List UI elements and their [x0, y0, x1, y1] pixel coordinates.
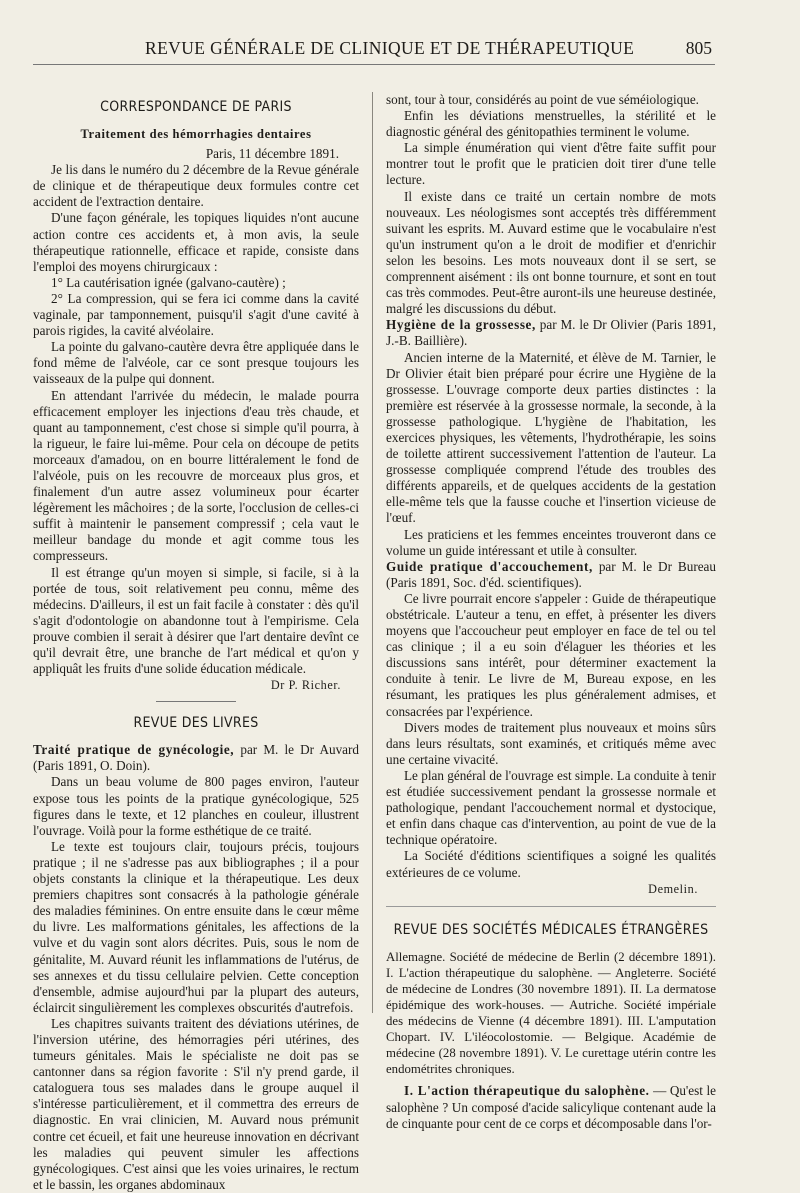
right-column [386, 92, 716, 1132]
review-paragraph: La simple énumération qui vient d'être faite suffit pour montrer tout le profit que le praticien doit tirer d'une telle lecture. [386, 140, 716, 188]
revue-livres-title: REVUE DES LIVRES [133, 715, 259, 732]
correspondance-paragraph: 1° La cautérisation ignée (galvano-cautère) ; [51, 274, 286, 290]
correspondance-paragraph: D'une façon générale, les topiques liquides n'ont aucune action contre ces accidents et, à mon avis, la seule thérapeutique rationnelle, efficace et rapide, consiste dans l'emploi des moyens chirurgicaux : [33, 210, 359, 274]
review-paragraph: Le texte est toujours clair, toujours précis, toujours pratique ; il ne s'adresse pas aux bibliographes ; il a pour objets constants la clinique et la thérapeutique. Les deux premiers chapitres sont consacrés à la pathologie générale des maladies féminines. On entre ensuite dans le cœur même du livre. Les malformations génitales, les affections de la vulve et du vagin sont alors décrites. Puis, sous le nom de génitalite, M. Auvard réunit les inflammations de l'utérus, de ses annexes et du tissu cellulaire pelvien. Cette conception d'ensemble, admise aujourd'hui par la plupart des auteurs, éclaircit singulièrement les complexes obscurités d'autrefois. [33, 838, 359, 1015]
item-title: I. L'action thérapeutique du salophène. [404, 1083, 650, 1099]
correspondance-paragraph: En attendant l'arrivée du médecin, le malade pourra efficacement employer les injections d'eau très chaude, et quant au tamponnement, c'est chose si simple qu'il pourra, à la rigueur, le faire lui-même. Pour cela on découpe de petits morceaux d'amadou, on en bourre littéralement le fond de l'alvéole, puis on les recouvre de morceaux plus gros, et finalement d'un autre assez volumineux pour écarter légèrement les mâchoires ; de la sorte, l'occlusion de celles-ci suffit à maintenir le pansement compressif ; cela vaut le meilleur bandage du monde et agit comme tous les compresseurs. [33, 387, 359, 564]
review-paragraph: sont, tour à tour, considérés au point de vue séméiologique. [386, 92, 699, 107]
header-rule [33, 64, 715, 65]
book-title: Traité pratique de gynécologie, [33, 742, 235, 758]
societes-item [386, 1083, 716, 1131]
item-text: — Qu'est le salophène ? Un composé d'acide salicylique contenant aude la de cinquante pour cent de ce corps et décomposable dans l'or- [386, 1083, 716, 1131]
correspondance-paragraph: Je lis dans le numéro du 2 décembre de la Revue générale de clinique et de thérapeutique deux formules contre cet accident de l'extraction dentaire. [33, 162, 359, 210]
book-title: Hygiène de la grossesse, [386, 317, 536, 333]
book-entry-olivier [386, 317, 716, 349]
societes-title: REVUE DES SOCIÉTÉS MÉDICALES ÉTRANGÈRES [393, 921, 709, 938]
dateline: Paris, 11 décembre 1891. [205, 146, 339, 162]
review-signature: Demelin. [648, 881, 698, 896]
review-paragraph: Enfin les déviations menstruelles, la stérilité et le diagnostic général des génitopathies terminent le volume. [386, 108, 716, 140]
review-paragraph: Ce livre pourrait encore s'appeler : Guide de thérapeutique obstétricale. L'auteur a tenu, en effet, à présenter les divers moyens que l'accoucheur peut employer en face de tel ou tel cas clinique ; il a eu soin d'élaguer les théories et les discussions sans intérêt, pour déterminer exactement la conduite à tenir. Le livre de M, Bureau expose, en les résumant, les pratiques les plus généralement admises, et consacrées par l'expérience. [386, 590, 716, 719]
societes-summary: Allemagne. Société de médecine de Berlin (2 décembre 1891). I. L'action thérapeutique du salophène. — Angleterre. Société de médecine de Londres (30 novembre 1891). II. La dermatose épidémique des work-houses. — Autriche. Société impériale des médecins de Vienne (4 décembre 1891). III. L'amputation Chopart. IV. L'iléocolostomie. — Belgique. Académie de médecine (28 novembre 1891). V. Le curettage utérin contre les endométrites chroniques. [386, 949, 716, 1077]
page-number: 805 [685, 38, 712, 58]
book-meta: par M. le Dr Auvard (Paris 1891, O. Doin). [33, 742, 360, 774]
book-meta: par M. le Dr Olivier (Paris 1891, J.-B. Baillière). [386, 317, 716, 349]
review-paragraph: Le plan général de l'ouvrage est simple. La conduite à tenir est étudiée successivement pendant la grossesse normale et pathologique, pendant l'accouchement normal et dystocique, et enfin dans chaque cas d'intervention, au point de vue de la technique opératoire. [386, 767, 716, 848]
correspondance-subtitle: Traitement des hémorrhagies dentaires [80, 127, 312, 141]
correspondance-paragraph: La pointe du galvano-cautère devra être appliquée dans le fond même de l'alvéole, car ce sont presque toujours les vaisseaux de la pulpe qui donnent. [33, 339, 359, 387]
running-head [0, 38, 800, 60]
correspondance-paragraph: 2° La compression, qui se fera ici comme dans la cavité vaginale, par tamponnement, puisqu'il s'agit d'une cavité à parois rigides, la cavité alvéolaire. [33, 290, 359, 339]
book-entry-bureau [386, 559, 716, 591]
section-rule [156, 701, 236, 702]
section-rule [386, 906, 716, 907]
book-entry-auvard [33, 742, 359, 774]
review-paragraph: Les chapitres suivants traitent des déviations utérines, de l'inversion utérine, des hémorragies péri utérines, des tumeurs génitales. Mais le spécialiste ne doit pas se cantonner dans sa région favorite : S'il n'y prend garde, il cataloguera tous ses malades dans le groupe auquel il s'intéresse particulièrement, et il commettra des erreurs de diagnostic. En vrai clinicien, M. Auvard nous prémunit contre cet écueil, et fait une heureuse innovation en décrivant les maladies qui peuvent simuler les affections gynécologiques. C'est ainsi que les voies urinaires, le rectum et le bassin, les organes abdominaux [33, 1015, 359, 1192]
left-column [33, 92, 359, 1193]
review-paragraph: Il existe dans ce traité un certain nombre de mots nouveaux. Les néologismes sont acceptés très différemment suivant les esprits. M. Auvard estime que le vocabulaire n'est qu'un instrument qu'on a le droit de modifier et d'enrichir selon les besoins. Les mots nouveaux dont il se sert, se comprennent aisément : ils ont bonne tournure, et sont en tout cas très commodes. Peut-être auront-ils une heureuse destinée, malgré les discussions du début. [386, 188, 716, 317]
book-meta: par M. le Dr Bureau (Paris 1891, Soc. d'éd. scientifiques). [386, 558, 717, 590]
review-paragraph: Les praticiens et les femmes enceintes trouveront dans ce volume un guide intéressant et utile à consulter. [386, 526, 716, 558]
review-paragraph: Ancien interne de la Maternité, et élève de M. Tarnier, le Dr Olivier était bien préparé pour écrire une Hygiène de la grossesse. L'ouvrage comporte deux parties distinctes : la première est réservée à la grossesse normale, la seconde, à la grossesse pathologique. L'hygiène de l'habitation, les exercices physiques, les vêtements, l'hydrothérapie, les soins de toilette attirent successivement l'attention de l'auteur. La grossesse compliquée comprend l'étude des troubles des différents appareils, et de quelques accidents de la gestation elle-même tels que la fausse couche et l'insertion vicieuse de l'œuf. [386, 349, 716, 526]
correspondance-signature: Dr P. Richer. [270, 678, 341, 693]
correspondance-title: CORRESPONDANCE DE PARIS [100, 99, 292, 115]
correspondance-paragraph: Il est étrange qu'un moyen si simple, si facile, si à la portée de tous, soit relativement peu connu, même des médecins. D'ailleurs, il est un fait facile à constater : dès qu'il s'agit d'odontologie on abandonne tout à l'empirisme. Cela prouve combien il serait à désirer que l'art dentaire devînt ce qu'il devrait être, une branche de l'art médical et qu'on y appliquât les fruits d'une solide éducation médicale. [33, 564, 359, 677]
review-paragraph: La Société d'éditions scientifiques a soigné les qualités extérieures de ce volume. [386, 848, 716, 880]
book-title: Guide pratique d'accouchement, [386, 558, 593, 574]
review-paragraph: Dans un beau volume de 800 pages environ, l'auteur expose tous les points de la pratique gynécologique, 525 figures dans le texte, et 12 planches en couleur, illustrent l'ouvrage. Voilà pour la forme esthétique de ce traité. [33, 774, 359, 838]
review-paragraph: Divers modes de traitement plus nouveaux et moins sûrs dans leurs résultats, sont examinés, et critiqués même avec une certaine vivacité. [386, 719, 716, 767]
column-divider [372, 92, 373, 1013]
running-title: REVUE GÉNÉRALE DE CLINIQUE ET DE THÉRAPEUTIQUE [145, 38, 635, 58]
